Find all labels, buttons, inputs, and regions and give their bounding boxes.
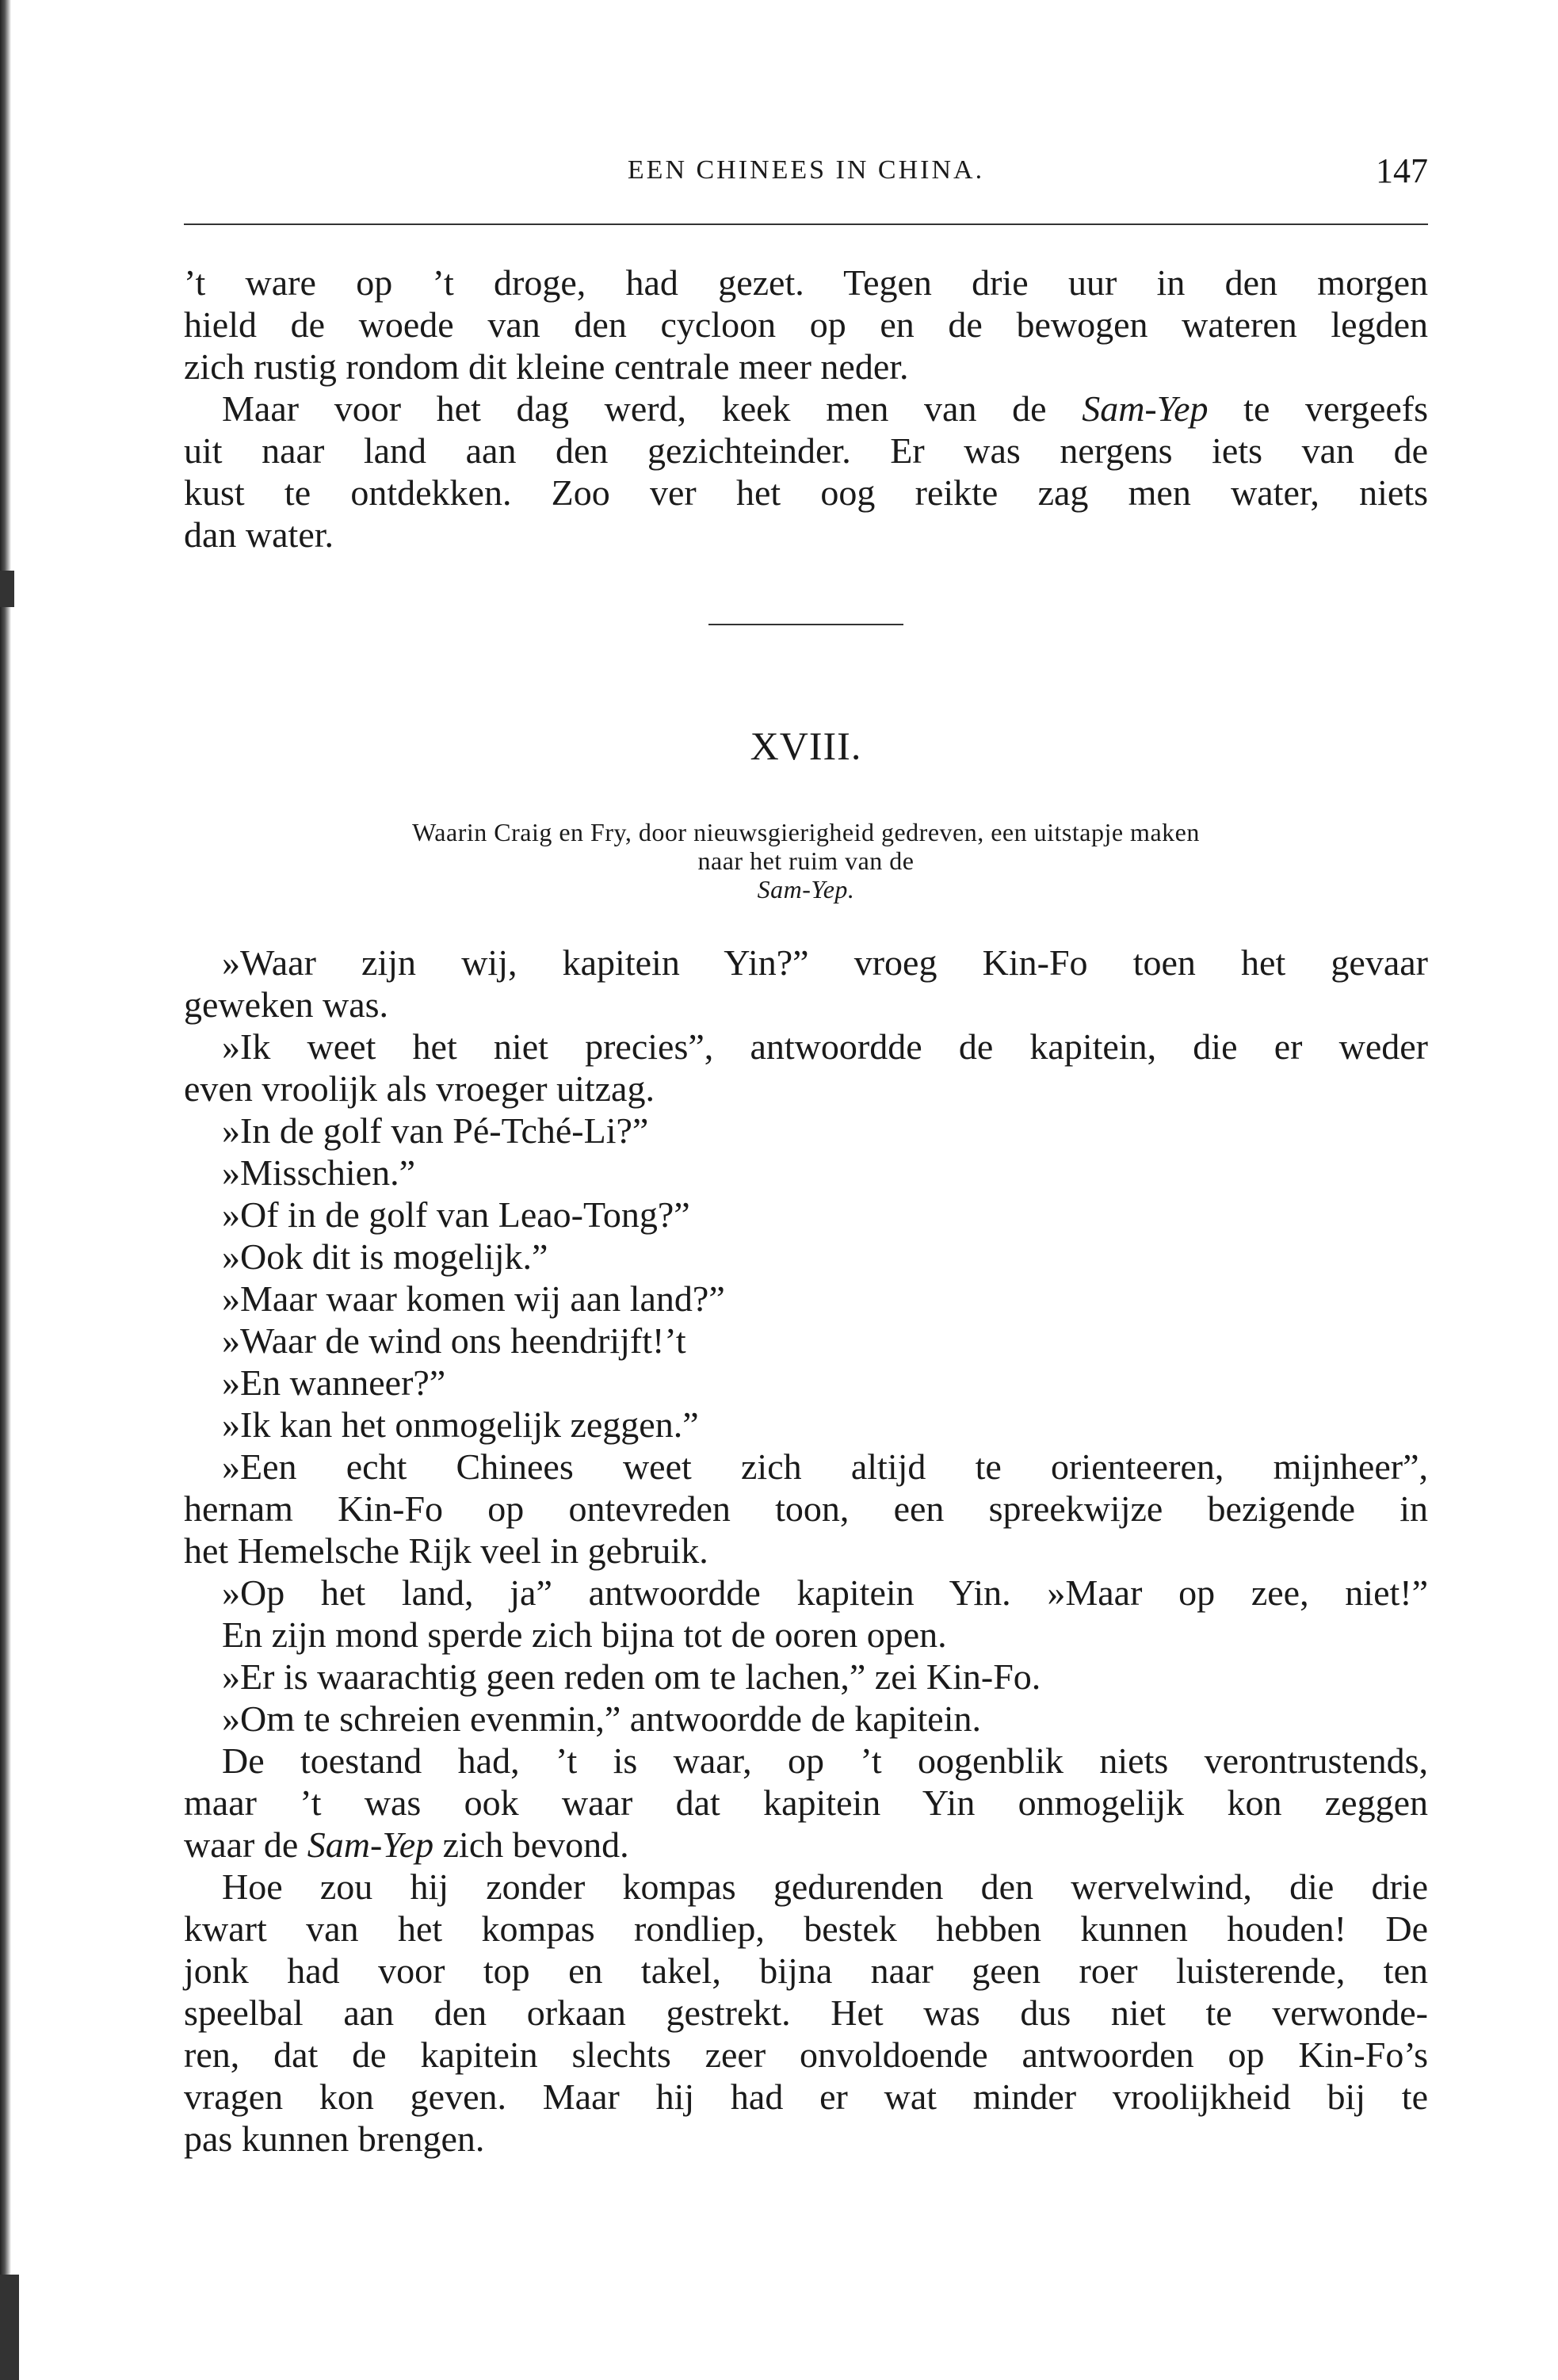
text-line: »Een echt Chinees weet zich altijd te orienteeren, mijnheer”, — [222, 1446, 1428, 1487]
text-line: hernam Kin-Fo op ontevreden toon, een spreekwijze bezigende in — [184, 1488, 1428, 1529]
text-line: »Ook dit is mogelijk.” — [222, 1236, 548, 1277]
text-line: »Maar waar komen wij aan land?” — [222, 1278, 725, 1319]
text-line: »Of in de golf van Leao-Tong?” — [222, 1194, 690, 1235]
text-line: »Om te schreien evenmin,” antwoordde de kapitein. — [222, 1698, 982, 1739]
chapter-number: XVIII. — [750, 724, 862, 768]
top-text-block — [184, 262, 1428, 556]
text-line: vragen kon geven. Maar hij had er wat minder vroolijkheid bij te — [184, 2076, 1428, 2117]
running-head-title: EEN CHINEES IN CHINA. — [627, 155, 985, 185]
text-line: »Op het land, ja” antwoordde kapitein Yin. »Maar op zee, niet!” — [222, 1572, 1428, 1613]
chapter-summary — [263, 818, 1349, 903]
text-line: »Er is waarachtig geen reden om te lachen,” zei Kin-Fo. — [222, 1656, 1041, 1697]
text-line: jonk had voor top en takel, bijna naar geen roer luisterende, ten — [184, 1950, 1428, 1991]
text-line: kwart van het kompas rondliep, bestek hebben kunnen houden! De — [184, 1908, 1428, 1949]
text-line: dan water. — [184, 514, 334, 555]
text-line: »Ik weet het niet precies”, antwoordde de kapitein, die er weder — [222, 1026, 1428, 1067]
page-binding-edge — [0, 0, 11, 2380]
text-line: even vroolijk als vroeger uitzag. — [184, 1068, 655, 1109]
dialogue-text-block — [184, 942, 1428, 2160]
text-line: »Waar zijn wij, kapitein Yin?” vroeg Kin-Fo toen het gevaar — [222, 942, 1428, 983]
text-line: »Waar de wind ons heendrijft!’t — [222, 1320, 686, 1361]
text-line: uit naar land aan den gezichteinder. Er was nergens iets van de — [184, 430, 1428, 471]
text-line: Maar voor het dag werd, keek men van de Sam-Yep te vergeefs — [222, 388, 1428, 429]
section-divider — [708, 624, 903, 625]
text-line: geweken was. — [184, 984, 389, 1025]
header-rule — [184, 223, 1428, 225]
text-line: »In de golf van Pé-Tché-Li?” — [222, 1110, 649, 1151]
text-line: »Ik kan het onmogelijk zeggen.” — [222, 1404, 699, 1445]
text-line: waar de Sam-Yep zich bevond. — [184, 1824, 629, 1865]
summary-line: Waarin Craig en Fry, door nieuwsgierigheid gedreven, een uitstapje maken — [412, 818, 1200, 846]
text-line: Hoe zou hij zonder kompas gedurenden den wervelwind, die drie — [222, 1866, 1428, 1907]
text-line: ren, dat de kapitein slechts zeer onvoldoende antwoorden op Kin-Fo’s — [184, 2034, 1428, 2075]
page-number: 147 — [1376, 151, 1428, 190]
text-line: En zijn mond sperde zich bijna tot de ooren open. — [222, 1614, 947, 1655]
text-line: maar ’t was ook waar dat kapitein Yin onmogelijk kon zeggen — [184, 1782, 1428, 1823]
text-line: speelbal aan den orkaan gestrekt. Het was dus niet te verwonde- — [184, 1992, 1428, 2033]
running-head — [184, 151, 1428, 203]
edge-mark — [0, 571, 14, 607]
text-line: pas kunnen brengen. — [184, 2118, 485, 2159]
summary-line: naar het ruim van de Sam-Yep. — [697, 846, 915, 903]
text-line: ’t ware op ’t droge, had gezet. Tegen drie uur in den morgen — [184, 262, 1428, 303]
text-line: hield de woede van den cycloon op en de bewogen wateren legden — [184, 304, 1428, 345]
text-line: kust te ontdekken. Zoo ver het oog reikte zag men water, niets — [184, 472, 1428, 513]
edge-mark — [0, 2275, 19, 2380]
text-line: De toestand had, ’t is waar, op ’t oogenblik niets verontrustends, — [222, 1740, 1428, 1781]
text-line: het Hemelsche Rijk veel in gebruik. — [184, 1530, 708, 1571]
text-line: »En wanneer?” — [222, 1362, 446, 1403]
text-line: zich rustig rondom dit kleine centrale meer neder. — [184, 346, 909, 387]
text-line: »Misschien.” — [222, 1152, 416, 1193]
